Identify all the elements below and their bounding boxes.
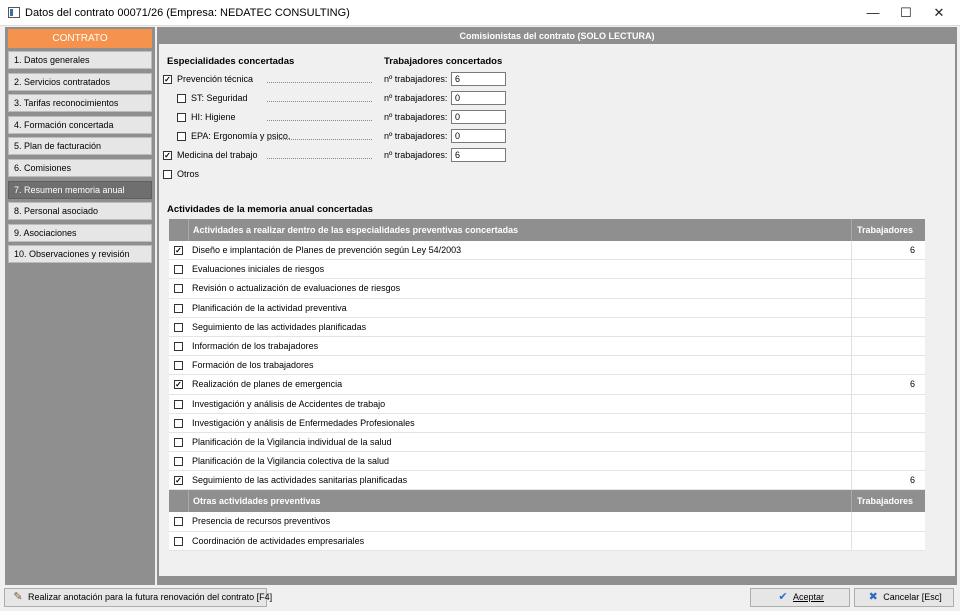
activity-checkbox[interactable]: ✓ [175, 246, 182, 255]
other-activities-header [169, 490, 925, 512]
column-separator [851, 279, 852, 298]
sidebar-item-2[interactable]: 2. Servicios contratados [8, 73, 152, 91]
activity-row[interactable] [169, 356, 925, 375]
workers-title: Trabajadores concertados [384, 56, 503, 67]
specialty-label: Medicina del trabajo [177, 150, 258, 160]
leader-dots [267, 158, 372, 159]
workers-label: nº trabajadores: [384, 112, 448, 122]
column-separator [851, 356, 852, 375]
activity-label: Diseño e implantación de Planes de prevención según Ley 54/2003 [192, 245, 462, 255]
activity-row[interactable] [169, 395, 925, 414]
column-separator [851, 452, 852, 471]
accept-label: Aceptar [792, 592, 825, 602]
activity-checkbox[interactable] [174, 361, 183, 370]
column-separator [851, 318, 852, 337]
activities-title: Actividades de la memoria anual concertadas [167, 204, 373, 215]
column-separator [851, 532, 852, 551]
activity-checkbox[interactable] [174, 537, 183, 546]
sidebar-item-9[interactable]: 9. Asociaciones [8, 224, 152, 242]
specialty-checkbox[interactable]: ✓ [164, 151, 171, 160]
leader-dots [267, 139, 372, 140]
sidebar [5, 27, 155, 585]
activity-row[interactable] [169, 471, 925, 490]
activities-grid-header [169, 219, 925, 241]
header-checkbox-column [169, 219, 187, 241]
renewal-note-button[interactable] [4, 588, 273, 607]
leader-dots [267, 120, 372, 121]
activity-checkbox[interactable] [174, 517, 183, 526]
checkmark-icon: ✔ [778, 591, 788, 603]
workers-column-header: Trabajadores [851, 219, 925, 241]
specialties-title: Especialidades concertadas [167, 56, 295, 67]
activity-row[interactable] [169, 318, 925, 337]
activity-row[interactable] [169, 512, 925, 531]
main-area [157, 27, 957, 585]
activity-label: Formación de los trabajadores [192, 360, 314, 371]
main-header: Comisionistas del contrato (SOLO LECTURA) [157, 29, 957, 43]
activity-label: Presencia de recursos preventivos [192, 516, 331, 527]
activity-row[interactable] [169, 337, 925, 356]
sidebar-item-1[interactable]: 1. Datos generales [8, 51, 152, 69]
activity-checkbox[interactable]: ✓ [175, 476, 182, 486]
sidebar-item-8[interactable]: 8. Personal asociado [8, 202, 152, 220]
activities-grid [169, 219, 925, 551]
activity-row[interactable] [169, 452, 925, 471]
activity-workers-value: 6 [909, 245, 915, 255]
column-separator [851, 433, 852, 452]
sidebar-header: CONTRATO [8, 29, 152, 48]
sidebar-item-4[interactable]: 4. Formación concertada [8, 116, 152, 134]
activity-checkbox[interactable] [174, 265, 183, 274]
activity-workers-value: 6 [909, 475, 915, 486]
activity-row[interactable] [169, 279, 925, 298]
specialty-checkbox[interactable] [163, 170, 172, 179]
renewal-note-label: Realizar anotación para la futura renovación del contrato [F4] [28, 592, 273, 602]
sidebar-item-6[interactable]: 6. Comisiones [8, 159, 152, 177]
specialty-label: Prevención técnica [177, 74, 254, 84]
title-bar [0, 0, 960, 26]
other-activity-column-header: Otras actividades preventivas [188, 490, 850, 512]
activity-label: Investigación y análisis de Enfermedades Profesionales [192, 417, 415, 428]
activity-label: Evaluaciones iniciales de riesgos [192, 264, 325, 275]
maximize-button[interactable]: ☐ [900, 5, 912, 20]
cancel-button[interactable] [854, 588, 954, 607]
sidebar-item-7[interactable]: 7. Resumen memoria anual [8, 181, 152, 199]
accept-button[interactable] [750, 588, 850, 607]
activity-label: Coordinación de actividades empresariales [192, 535, 365, 546]
specialty-label: Otros [177, 169, 200, 179]
workers-input[interactable]: 6 [451, 72, 506, 86]
other-workers-column-header: Trabajadores [851, 490, 925, 512]
sidebar-item-10[interactable]: 10. Observaciones y revisión [8, 245, 152, 263]
activity-label: Investigación y análisis de Accidentes de trabajo [192, 398, 386, 409]
activity-checkbox[interactable] [174, 419, 183, 428]
activity-row[interactable] [169, 414, 925, 433]
activity-label: Seguimiento de las actividades planificadas [192, 321, 367, 332]
activity-label: Seguimiento de las actividades sanitarias planificadas [192, 475, 408, 486]
activity-checkbox[interactable] [174, 323, 183, 332]
specialty-checkbox[interactable] [177, 132, 186, 141]
leader-dots [267, 101, 372, 102]
sidebar-item-5[interactable]: 5. Plan de facturación [8, 137, 152, 155]
column-separator [851, 512, 852, 531]
activity-checkbox[interactable] [174, 304, 183, 313]
activity-checkbox[interactable] [174, 400, 183, 409]
activity-label: Planificación de la actividad preventiva [192, 302, 347, 313]
workers-label: nº trabajadores: [384, 131, 448, 141]
window-title: Datos del contrato 00071/26 (Empresa: NEDATEC CONSULTING) [25, 7, 350, 19]
activity-checkbox[interactable] [174, 438, 183, 447]
specialty-checkbox[interactable] [177, 94, 186, 103]
workers-input[interactable]: 0 [451, 110, 506, 124]
cancel-label: Cancelar [Esc] [883, 592, 942, 602]
sidebar-item-3[interactable]: 3. Tarifas reconocimientos [8, 94, 152, 112]
workers-label: nº trabajadores: [384, 74, 448, 84]
specialty-label: ST: Seguridad [191, 93, 248, 103]
workers-input[interactable]: 6 [451, 148, 506, 162]
workers-label: nº trabajadores: [384, 93, 448, 103]
specialty-label: HI: Higiene [191, 112, 236, 122]
cross-icon: ✖ [868, 591, 878, 603]
column-separator [851, 299, 852, 318]
activity-label: Información de los trabajadores [192, 340, 319, 351]
close-button[interactable]: ✕ [933, 5, 945, 20]
content-panel [159, 44, 955, 576]
column-separator [851, 471, 852, 490]
activity-row[interactable] [169, 375, 925, 394]
workers-input[interactable]: 0 [451, 129, 506, 143]
activity-checkbox[interactable]: ✓ [175, 380, 182, 390]
activity-row[interactable] [169, 260, 925, 279]
minimize-button[interactable]: — [866, 5, 880, 20]
activity-row[interactable] [169, 433, 925, 452]
specialty-checkbox[interactable] [177, 113, 186, 122]
activity-label: Realización de planes de emergencia [192, 379, 343, 390]
workers-input[interactable]: 0 [451, 91, 506, 105]
activity-checkbox[interactable] [174, 342, 183, 351]
column-separator [851, 260, 852, 279]
activity-workers-value: 6 [909, 379, 915, 390]
bottom-bar [0, 586, 960, 611]
column-separator [851, 414, 852, 433]
specialty-checkbox[interactable]: ✓ [164, 75, 171, 84]
workers-label: nº trabajadores: [384, 150, 448, 160]
activity-label: Planificación de la Vigilancia colectiva de la salud [192, 456, 389, 467]
activity-row[interactable] [169, 299, 925, 318]
activity-label: Revisión o actualización de evaluaciones de riesgos [192, 283, 401, 294]
notepad-icon: ✎ [13, 591, 23, 603]
column-separator [851, 241, 852, 260]
activity-checkbox[interactable] [174, 284, 183, 293]
leader-dots [267, 82, 372, 83]
column-separator [851, 337, 852, 356]
column-separator [851, 395, 852, 414]
header-checkbox-column [169, 490, 187, 512]
activity-label: Planificación de la Vigilancia individual de la salud [192, 436, 392, 447]
column-separator [851, 375, 852, 394]
specialty-label: EPA: Ergonomía y psico. [191, 131, 291, 141]
activity-row[interactable] [169, 241, 925, 260]
activity-checkbox[interactable] [174, 457, 183, 466]
window-icon [8, 7, 20, 18]
activity-column-header: Actividades a realizar dentro de las especialidades preventivas concertadas [188, 219, 850, 241]
activity-row[interactable] [169, 532, 925, 551]
